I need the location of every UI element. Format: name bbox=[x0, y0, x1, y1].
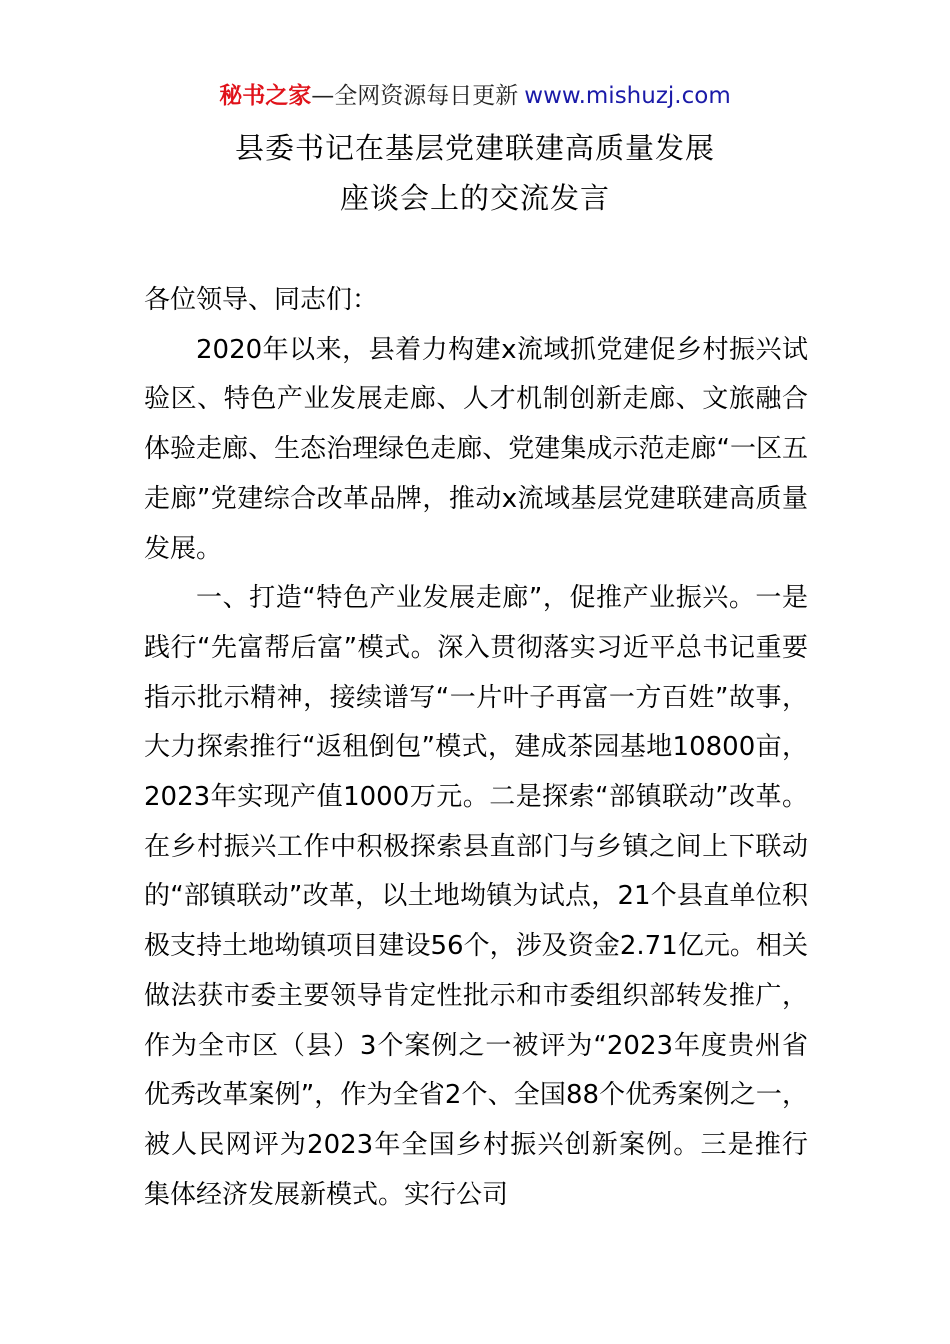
salutation: 各位领导、同志们： bbox=[144, 285, 379, 315]
site-url-link[interactable]: www.mishuzj.com bbox=[524, 83, 731, 109]
document-title-line-2: 座谈会上的交流发言 bbox=[339, 181, 610, 215]
document-body bbox=[144, 276, 808, 1220]
brand-name: 秘书之家 bbox=[219, 83, 312, 109]
site-header bbox=[0, 80, 950, 112]
paragraph-section-1: 一、打造“特色产业发展走廊”，促推产业振兴。一是践行“先富帮后富”模式。深入贯彻落实习近平总书记重要指示批示精神，接续谱写“一片叶子再富一方百姓”故事，大力探索推行“返租倒包”模式，建成茶园基地10800亩，2023年实现产值1000万元。二是探索“部镇联动”改革。在乡村振兴工作中积极探索县直部门与乡镇之间上下联动的“部镇联动”改革，以土地坳镇为试点，21个县直单位积极支持土地坳镇项目建设56个，涉及资金2.71亿元。相关做法获市委主要领导肯定性批示和市委组织部转发推广，作为全市区（县）3个案例之一被评为“2023年度贵州省优秀改革案例”，作为全省2个、全国88个优秀案例之一，被人民网评为2023年全国乡村振兴创新案例。三是推行集体经济发展新模式。实行公司 bbox=[144, 583, 808, 1210]
site-tagline: —全网资源每日更新 bbox=[311, 83, 519, 109]
document-title-line-1: 县委书记在基层党建联建高质量发展 bbox=[234, 131, 715, 165]
paragraph-intro: 2020年以来，县着力构建x流域抓党建促乡村振兴试验区、特色产业发展走廊、人才机制创新走廊、文旅融合体验走廊、生态治理绿色走廊、党建集成示范走廊“一区五走廊”党建综合改革品牌，推动x流域基层党建联建高质量发展。 bbox=[144, 334, 808, 564]
